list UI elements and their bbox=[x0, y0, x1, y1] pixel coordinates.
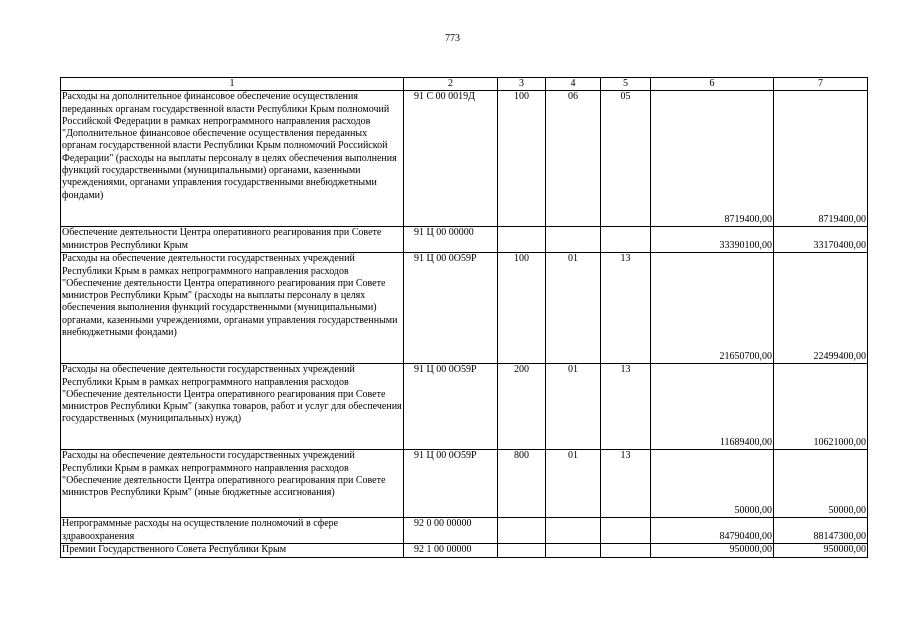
subsection-code: 13 bbox=[601, 253, 651, 364]
subsection-code bbox=[601, 544, 651, 557]
expense-description: Непрограммные расходы на осуществление полномочий в сфере здравоохранения bbox=[61, 518, 404, 544]
header-row bbox=[61, 78, 868, 91]
section-code bbox=[546, 544, 601, 557]
table-row bbox=[61, 253, 868, 364]
amount-col7: 8719400,00 bbox=[774, 91, 868, 227]
section-code: 01 bbox=[546, 253, 601, 364]
target-article-code: 91 Ц 00 0О59Р bbox=[404, 253, 498, 364]
expense-description: Расходы на дополнительное финансовое обеспечение осуществления переданных органам государственной власти Республики Крым полномочий Российской Федерации в рамках непрограммного направления расходов "Дополнительное финансовое обеспечение осуществления переданных органам государственной власти Республики Крым полномочий Российской Федерации" (расходы на выплаты персоналу в целях обеспечения выполнения функций государственными (муниципальными) органами, казенными учреждениями, органами управления государственными внебюджетными фондами) bbox=[61, 91, 404, 227]
amount-col7: 33170400,00 bbox=[774, 227, 868, 253]
expense-description: Расходы на обеспечение деятельности государственных учреждений Республики Крым в рамках непрограммного направления расходов "Обеспечение деятельности Центра оперативного реагирования при Совете министров Республики Крым" (закупка товаров, работ и услуг для обеспечения государственных (муниципальных) нужд) bbox=[61, 364, 404, 450]
header-cell: 2 bbox=[404, 78, 498, 91]
expense-type-code: 100 bbox=[498, 91, 546, 227]
table-row bbox=[61, 544, 868, 557]
target-article-code: 92 1 00 00000 bbox=[404, 544, 498, 557]
header-cell: 7 bbox=[774, 78, 868, 91]
expense-type-code bbox=[498, 227, 546, 253]
header-cell: 5 bbox=[601, 78, 651, 91]
expense-type-code bbox=[498, 544, 546, 557]
section-code: 01 bbox=[546, 364, 601, 450]
expense-type-code bbox=[498, 518, 546, 544]
expense-description: Обеспечение деятельности Центра оперативного реагирования при Совете министров Республики Крым bbox=[61, 227, 404, 253]
header-cell: 4 bbox=[546, 78, 601, 91]
amount-col7: 10621000,00 bbox=[774, 364, 868, 450]
target-article-code: 91 Ц 00 00000 bbox=[404, 227, 498, 253]
amount-col6: 8719400,00 bbox=[651, 91, 774, 227]
amount-col6: 950000,00 bbox=[651, 544, 774, 557]
subsection-code bbox=[601, 227, 651, 253]
table-row bbox=[61, 227, 868, 253]
amount-col6: 11689400,00 bbox=[651, 364, 774, 450]
expense-type-code: 100 bbox=[498, 253, 546, 364]
expense-description: Премии Государственного Совета Республики Крым bbox=[61, 544, 404, 557]
amount-col7: 88147300,00 bbox=[774, 518, 868, 544]
table-row bbox=[61, 91, 868, 227]
subsection-code: 05 bbox=[601, 91, 651, 227]
amount-col6: 33390100,00 bbox=[651, 227, 774, 253]
subsection-code bbox=[601, 518, 651, 544]
amount-col6: 84790400,00 bbox=[651, 518, 774, 544]
section-code bbox=[546, 518, 601, 544]
target-article-code: 91 С 00 0019Д bbox=[404, 91, 498, 227]
budget-table bbox=[60, 77, 868, 558]
page-number: 773 bbox=[445, 33, 460, 44]
header-cell: 1 bbox=[61, 78, 404, 91]
amount-col6: 21650700,00 bbox=[651, 253, 774, 364]
section-code bbox=[546, 227, 601, 253]
subsection-code: 13 bbox=[601, 450, 651, 518]
amount-col6: 50000,00 bbox=[651, 450, 774, 518]
subsection-code: 13 bbox=[601, 364, 651, 450]
target-article-code: 91 Ц 00 0О59Р bbox=[404, 364, 498, 450]
target-article-code: 91 Ц 00 0О59Р bbox=[404, 450, 498, 518]
amount-col7: 950000,00 bbox=[774, 544, 868, 557]
amount-col7: 22499400,00 bbox=[774, 253, 868, 364]
table-row bbox=[61, 518, 868, 544]
expense-description: Расходы на обеспечение деятельности государственных учреждений Республики Крым в рамках непрограммного направления расходов "Обеспечение деятельности Центра оперативного реагирования при Совете министров Республики Крым" (иные бюджетные ассигнования) bbox=[61, 450, 404, 518]
table-row bbox=[61, 364, 868, 450]
header-cell: 3 bbox=[498, 78, 546, 91]
header-cell: 6 bbox=[651, 78, 774, 91]
target-article-code: 92 0 00 00000 bbox=[404, 518, 498, 544]
section-code: 06 bbox=[546, 91, 601, 227]
section-code: 01 bbox=[546, 450, 601, 518]
table-row bbox=[61, 450, 868, 518]
expense-type-code: 800 bbox=[498, 450, 546, 518]
amount-col7: 50000,00 bbox=[774, 450, 868, 518]
expense-description: Расходы на обеспечение деятельности государственных учреждений Республики Крым в рамках непрограммного направления расходов "Обеспечение деятельности Центра оперативного реагирования при Совете министров Республики Крым" (расходы на выплаты персоналу в целях обеспечения выполнения функций государственными (муниципальными) органами, казенными учреждениями, органами управления государственными внебюджетными фондами) bbox=[61, 253, 404, 364]
expense-type-code: 200 bbox=[498, 364, 546, 450]
